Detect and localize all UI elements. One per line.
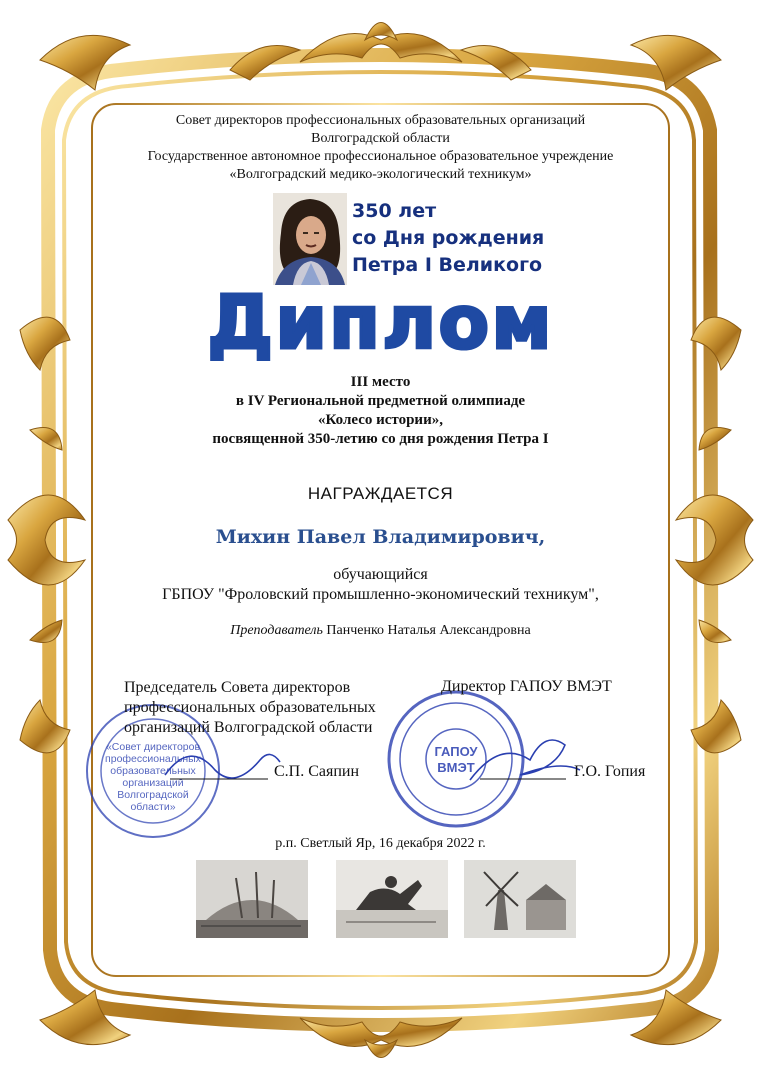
anniversary-line-3: Петра I Великого bbox=[352, 254, 543, 276]
left-stamp-line-4: организаций bbox=[122, 777, 184, 789]
award-dedication: посвященной 350-летию со дня рождения Петра I bbox=[212, 431, 549, 447]
left-title-line-2: профессиональных образовательных bbox=[124, 699, 376, 716]
teacher-name: Панченко Наталья Александровна bbox=[326, 623, 531, 638]
student-school: ГБПОУ "Фроловский промышленно-экономический техникум", bbox=[162, 586, 599, 603]
left-stamp-line-3: образовательных bbox=[110, 765, 196, 777]
award-place: III место bbox=[350, 374, 411, 390]
header-line-3: Государственное автономное профессиональное образовательное учреждение bbox=[147, 149, 614, 164]
diploma-title: Диплом bbox=[207, 280, 554, 366]
right-stamp-line-1: ГАПОУ bbox=[434, 744, 478, 759]
anniversary-line-1: 350 лет bbox=[352, 200, 437, 222]
award-olympiad-name: «Колесо истории», bbox=[318, 412, 443, 428]
left-stamp-line-2: профессиональных bbox=[105, 753, 201, 765]
header-line-2: Волгоградской области bbox=[311, 131, 450, 146]
left-title-line-3: организаций Волгоградской области bbox=[124, 719, 373, 736]
header-line-4: «Волгоградский медико-экологический техникум» bbox=[229, 167, 532, 182]
left-signatory-name-wrap bbox=[170, 763, 359, 781]
issue-date-place: р.п. Светлый Яр, 16 декабря 2022 г. bbox=[275, 836, 486, 851]
city-windmill-engraving bbox=[464, 860, 576, 938]
awarded-label: НАГРАЖДАЕТСЯ bbox=[307, 484, 454, 503]
right-signatory-name-wrap bbox=[480, 763, 645, 781]
right-signatory-name: Г.О. Гопия bbox=[574, 763, 646, 780]
teacher-label: Преподаватель bbox=[230, 623, 323, 638]
left-stamp-line-6: области» bbox=[130, 801, 176, 813]
right-stamp-line-2: ВМЭТ bbox=[437, 760, 475, 775]
recipient-name: Михин Павел Владимирович, bbox=[215, 526, 546, 548]
bronze-horseman-engraving bbox=[336, 860, 448, 938]
left-stamp-line-5: Волгоградской bbox=[117, 789, 189, 801]
left-signatory-name: С.П. Саяпин bbox=[274, 763, 360, 780]
award-event: в IV Региональной предметной олимпиаде bbox=[235, 393, 526, 409]
left-title-line-1: Председатель Совета директоров bbox=[124, 679, 351, 696]
ship-building-engraving bbox=[196, 860, 308, 938]
left-stamp-line-1: «Совет директоров bbox=[105, 741, 201, 753]
header-line-1: Совет директоров профессиональных образовательных организаций bbox=[175, 113, 586, 128]
anniversary-line-2: со Дня рождения bbox=[352, 227, 545, 249]
right-signatory-title: Директор ГАПОУ ВМЭТ bbox=[441, 678, 612, 695]
student-role: обучающийся bbox=[333, 566, 428, 583]
